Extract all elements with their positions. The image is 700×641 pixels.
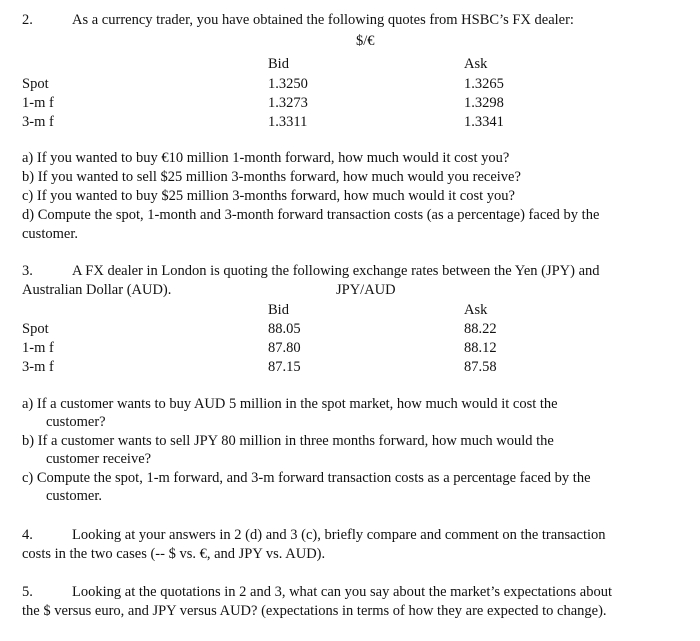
bid-spot: 88.05 <box>268 321 301 337</box>
question-3-pair: JPY/AUD <box>336 282 396 298</box>
table-header-ask: Ask <box>464 302 488 318</box>
bid-3m: 1.3311 <box>268 114 308 130</box>
question-2-part-a: a) If you wanted to buy €10 million 1-month forward, how much would it cost you? <box>22 150 510 166</box>
table-header-bid: Bid <box>268 302 289 318</box>
row-label-spot: Spot <box>22 321 49 337</box>
question-2-part-d-line1: d) Compute the spot, 1-month and 3-month forward transaction costs (as a percentage) faced by the <box>22 207 600 223</box>
question-3-intro-line2: Australian Dollar (AUD). <box>22 282 172 298</box>
question-2-part-d-line2: customer. <box>22 226 78 242</box>
question-5-line1: Looking at the quotations in 2 and 3, what can you say about the market’s expectations about <box>72 584 612 600</box>
question-2-number: 2. <box>22 12 33 28</box>
question-3-part-a-line1: a) If a customer wants to buy AUD 5 million in the spot market, how much would it cost the <box>22 396 558 412</box>
question-3-part-a-line2: customer? <box>46 414 106 430</box>
question-3-intro-line1: A FX dealer in London is quoting the following exchange rates between the Yen (JPY) and <box>72 263 600 279</box>
question-3-part-b-line2: customer receive? <box>46 451 152 467</box>
row-label-3m: 3-m f <box>22 114 54 130</box>
question-4-line1: Looking at your answers in 2 (d) and 3 (c), briefly compare and comment on the transaction <box>72 527 606 543</box>
question-5-line2: the $ versus euro, and JPY versus AUD? (expectations in terms of how they are expected to change). <box>22 603 607 619</box>
ask-1m: 88.12 <box>464 340 497 356</box>
bid-1m: 1.3273 <box>268 95 308 111</box>
question-3-part-c-line2: customer. <box>46 488 102 504</box>
row-label-3m: 3-m f <box>22 359 54 375</box>
table-header-bid: Bid <box>268 56 289 72</box>
row-label-1m: 1-m f <box>22 95 54 111</box>
question-2-intro: As a currency trader, you have obtained the following quotes from HSBC’s FX dealer: <box>72 12 574 28</box>
ask-spot: 88.22 <box>464 321 497 337</box>
row-label-spot: Spot <box>22 76 49 92</box>
question-4-number: 4. <box>22 527 33 543</box>
bid-1m: 87.80 <box>268 340 301 356</box>
question-3-part-c-line1: c) Compute the spot, 1-m forward, and 3-m forward transaction costs as a percentage faced by the <box>22 470 591 486</box>
bid-3m: 87.15 <box>268 359 301 375</box>
table-header-ask: Ask <box>464 56 488 72</box>
ask-3m: 1.3341 <box>464 114 504 130</box>
bid-spot: 1.3250 <box>268 76 308 92</box>
row-label-1m: 1-m f <box>22 340 54 356</box>
question-3-part-b-line1: b) If a customer wants to sell JPY 80 million in three months forward, how much would the <box>22 433 554 449</box>
ask-3m: 87.58 <box>464 359 497 375</box>
ask-spot: 1.3265 <box>464 76 504 92</box>
question-2-part-c: c) If you wanted to buy $25 million 3-months forward, how much would it cost you? <box>22 188 515 204</box>
question-2-part-b: b) If you wanted to sell $25 million 3-months forward, how much would you receive? <box>22 169 521 185</box>
question-4-line2: costs in the two cases (-- $ vs. €, and JPY vs. AUD). <box>22 546 326 562</box>
ask-1m: 1.3298 <box>464 95 504 111</box>
question-3-number: 3. <box>22 263 33 279</box>
question-2-pair: $/€ <box>356 33 375 49</box>
question-5-number: 5. <box>22 584 33 600</box>
